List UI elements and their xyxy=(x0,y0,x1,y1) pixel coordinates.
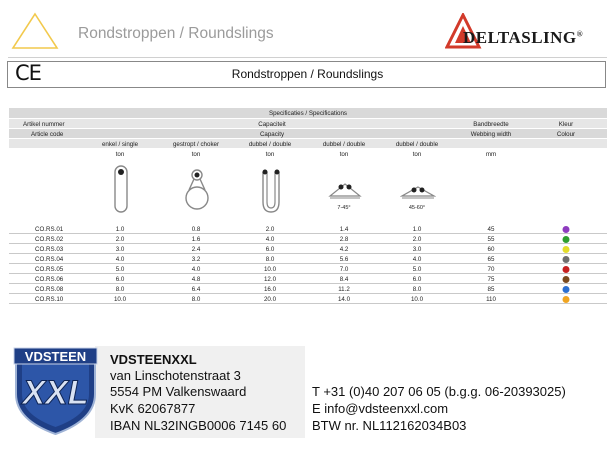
width-label-en: Webbing width xyxy=(470,131,512,138)
capacity-label-nl: Capaciteit xyxy=(258,121,286,128)
table-row xyxy=(9,254,607,264)
capacity-value: 4.0 xyxy=(191,266,201,273)
unit-label: mm xyxy=(485,151,497,158)
article-label-en: Article code xyxy=(31,131,64,138)
capacity-value: 10.0 xyxy=(263,266,277,273)
logo-top-text: VDSTEEN xyxy=(24,349,87,364)
capacity-value: 2.4 xyxy=(191,246,201,253)
article-code: CO.RS.04 xyxy=(35,256,64,263)
capacity-label-en: Capacity xyxy=(259,131,285,138)
document-title: Rondstroppen / Roundslings xyxy=(231,67,384,81)
colour-dot xyxy=(563,286,570,293)
capacity-value: 11.2 xyxy=(338,286,350,293)
logo-main-text: XXL xyxy=(22,374,89,412)
article-label-nl: Artikel nummer xyxy=(23,121,65,128)
colour-dot xyxy=(563,236,570,243)
capacity-value: 5.6 xyxy=(339,256,349,263)
capacity-value: 8.4 xyxy=(339,276,349,283)
table-row xyxy=(9,234,607,244)
article-code: CO.RS.03 xyxy=(35,246,64,253)
double-angle-sling-icon xyxy=(327,182,363,202)
article-code: CO.RS.10 xyxy=(35,296,64,303)
colour-label-en: Colour xyxy=(556,131,576,138)
capacity-value: 6.4 xyxy=(191,286,201,293)
email-line: E info@vdsteenxxl.com xyxy=(312,401,449,416)
capacity-value: 7.0 xyxy=(339,266,349,273)
capacity-value: 5.0 xyxy=(412,266,422,273)
capacity-value: 0.8 xyxy=(191,226,201,233)
capacity-value: 8.0 xyxy=(265,256,275,263)
capacity-value: 4.0 xyxy=(115,256,125,263)
table-row xyxy=(9,264,607,274)
capacity-value: 10.0 xyxy=(113,296,127,303)
capacity-value: 3.0 xyxy=(412,246,422,253)
address-line: van Linschotenstraat 3 xyxy=(110,368,241,383)
capacity-value: 16.0 xyxy=(263,286,277,293)
capacity-value: 3.0 xyxy=(115,246,125,253)
webbing-width-value: 65 xyxy=(487,256,495,263)
capacity-value: 5.0 xyxy=(115,266,125,273)
angle-label: 7-45° xyxy=(337,205,351,211)
article-code: CO.RS.05 xyxy=(35,266,64,273)
article-code-row xyxy=(9,129,607,139)
vat-line: BTW nr. NL112162034B03 xyxy=(312,418,467,433)
mode-row xyxy=(9,139,607,149)
capacity-value: 4.2 xyxy=(339,246,349,253)
spec-title-row xyxy=(9,108,607,119)
colour-dot xyxy=(563,226,570,233)
table-row xyxy=(9,274,607,284)
single-sling-icon xyxy=(109,164,133,214)
webbing-width-value: 45 xyxy=(487,226,495,233)
colour-label-nl: Kleur xyxy=(558,121,574,128)
capacity-value: 6.0 xyxy=(115,276,125,283)
address-line: 5554 PM Valkenswaard xyxy=(110,384,247,399)
vdsteenxxl-logo xyxy=(8,340,103,436)
capacity-value: 8.0 xyxy=(412,286,422,293)
capacity-value: 20.0 xyxy=(263,296,277,303)
table-row xyxy=(9,244,607,254)
phone-line: T +31 (0)40 207 06 05 (b.g.g. 06-20393025) xyxy=(312,384,566,399)
colour-dot xyxy=(563,296,570,303)
article-row xyxy=(9,119,607,129)
width-label-nl: Bandbreedte xyxy=(473,121,509,128)
article-code: CO.RS.01 xyxy=(35,226,64,233)
table-row xyxy=(9,224,607,234)
double-wide-angle-sling-icon xyxy=(400,184,436,202)
choker-sling-icon xyxy=(182,166,212,214)
address-line: KvK 62067877 xyxy=(110,401,196,416)
article-code: CO.RS.02 xyxy=(35,236,64,243)
capacity-value: 1.0 xyxy=(412,226,422,233)
capacity-value: 4.0 xyxy=(265,236,275,243)
capacity-value: 10.0 xyxy=(410,296,424,303)
article-code: CO.RS.06 xyxy=(35,276,64,283)
webbing-width-value: 85 xyxy=(487,286,495,293)
colour-dot xyxy=(563,256,570,263)
article-code: CO.RS.08 xyxy=(35,286,64,293)
table-row xyxy=(9,294,607,304)
capacity-value: 1.0 xyxy=(115,226,125,233)
capacity-value: 1.6 xyxy=(191,236,201,243)
mode-label: gestropt / choker xyxy=(172,141,220,148)
spec-title: Specificaties / Specifications xyxy=(268,110,348,117)
unit-row xyxy=(9,149,607,159)
unit-label: ton xyxy=(191,151,201,158)
webbing-width-value: 70 xyxy=(487,266,495,273)
mode-label: dubbel / double xyxy=(395,141,439,148)
capacity-value: 14.0 xyxy=(337,296,351,303)
table-row xyxy=(9,284,607,294)
webbing-width-value: 55 xyxy=(487,236,495,243)
unit-label: ton xyxy=(115,151,125,158)
unit-label: ton xyxy=(265,151,275,158)
warning-triangle-icon xyxy=(10,11,60,51)
company-name: VDSTEENXXL xyxy=(110,352,197,367)
unit-label: ton xyxy=(339,151,349,158)
mode-label: dubbel / double xyxy=(322,141,366,148)
capacity-value: 2.0 xyxy=(115,236,125,243)
capacity-value: 12.0 xyxy=(263,276,277,283)
capacity-value: 8.0 xyxy=(191,296,201,303)
capacity-value: 2.0 xyxy=(265,226,275,233)
webbing-width-value: 110 xyxy=(486,296,496,303)
capacity-value: 1.4 xyxy=(339,226,349,233)
brand-name: DELTASLING® xyxy=(463,28,584,47)
webbing-width-value: 60 xyxy=(487,246,495,253)
colour-dot xyxy=(563,246,570,253)
mode-label: enkel / single xyxy=(101,141,139,148)
capacity-value: 4.8 xyxy=(191,276,201,283)
header-title: Rondstroppen / Roundslings xyxy=(78,25,274,42)
header-divider xyxy=(8,57,607,58)
capacity-value: 2.0 xyxy=(412,236,422,243)
capacity-value: 6.0 xyxy=(265,246,275,253)
unit-label: ton xyxy=(412,151,422,158)
colour-dot xyxy=(563,266,570,273)
double-sling-icon xyxy=(257,166,285,214)
capacity-value: 2.8 xyxy=(339,236,349,243)
address-line: IBAN NL32INGB0006 7145 60 xyxy=(110,418,287,433)
mode-label: dubbel / double xyxy=(248,141,292,148)
webbing-width-value: 75 xyxy=(487,276,495,283)
capacity-value: 8.0 xyxy=(115,286,125,293)
capacity-value: 6.0 xyxy=(412,276,422,283)
ce-mark: CE xyxy=(15,61,41,85)
colour-dot xyxy=(563,276,570,283)
capacity-value: 3.2 xyxy=(191,256,201,263)
capacity-value: 4.0 xyxy=(412,256,422,263)
angle-label: 45-60° xyxy=(408,205,426,211)
